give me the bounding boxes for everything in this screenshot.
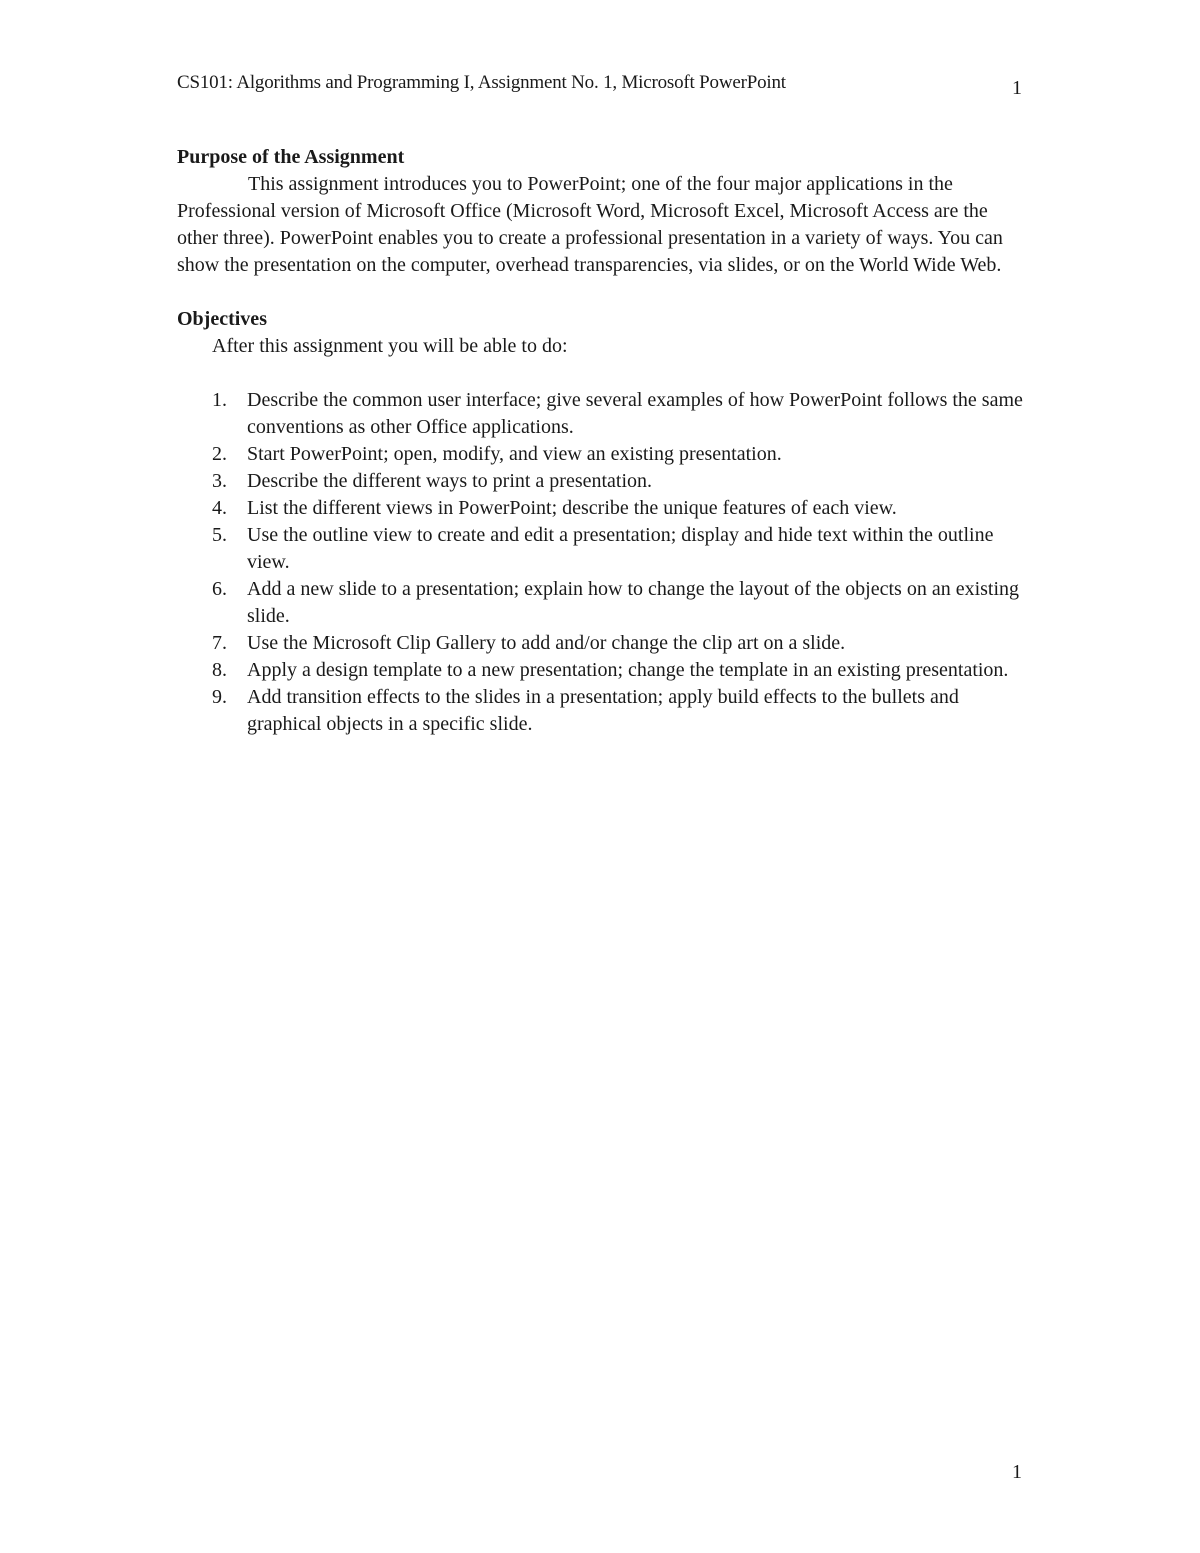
list-item-number: 8.	[212, 659, 227, 681]
list-item-text: Use the Microsoft Clip Gallery to add and/or change the clip art on a slide.	[247, 632, 846, 654]
list-item-text: Describe the different ways to print a presentation.	[247, 470, 653, 492]
list-item-number: 6.	[212, 578, 227, 600]
list-item	[177, 657, 1027, 684]
list-item-text: Apply a design template to a new presentation; change the template in an existing presentation.	[247, 659, 1009, 681]
list-item-text: List the different views in PowerPoint; describe the unique features of each view.	[247, 497, 897, 519]
document-body	[177, 144, 1027, 738]
list-item-text: Describe the common user interface; give several examples of how PowerPoint follows the same conventions as other Office applications.	[247, 389, 1023, 438]
purpose-heading: Purpose of the Assignment	[177, 146, 405, 168]
running-header-title: CS101: Algorithms and Programming I, Assignment No. 1, Microsoft PowerPoint	[177, 72, 786, 93]
list-item-number: 5.	[212, 524, 227, 546]
list-item-number: 2.	[212, 443, 227, 465]
list-item-number: 7.	[212, 632, 227, 654]
header-page-number: 1	[1012, 77, 1022, 99]
list-item-number: 3.	[212, 470, 227, 492]
list-item-text: Add a new slide to a presentation; explain how to change the layout of the objects on an existing slide.	[247, 578, 1020, 627]
objectives-heading: Objectives	[177, 308, 267, 330]
list-item-number: 9.	[212, 686, 227, 708]
objectives-section	[177, 306, 1027, 738]
objectives-intro: After this assignment you will be able to do:	[212, 335, 568, 357]
list-item	[177, 630, 1027, 657]
list-item	[177, 468, 1027, 495]
objectives-list	[177, 387, 1027, 738]
footer-page-number: 1	[1012, 1461, 1022, 1483]
purpose-section	[177, 144, 1027, 279]
list-item	[177, 576, 1027, 630]
list-item-text: Use the outline view to create and edit a presentation; display and hide text within the outline view.	[247, 524, 994, 573]
list-item	[177, 441, 1027, 468]
list-item	[177, 495, 1027, 522]
list-item-number: 4.	[212, 497, 227, 519]
list-item	[177, 684, 1027, 738]
list-item-text: Start PowerPoint; open, modify, and view an existing presentation.	[247, 443, 782, 465]
list-item	[177, 387, 1027, 441]
purpose-paragraph: This assignment introduces you to PowerPoint; one of the four major applications in the Professional version of Microsoft Office (Microsoft Word, Microsoft Excel, Microsoft Access are the other three). PowerPoint enables you to create a professional presentation in a variety of ways. You can show the presentation on the computer, overhead transparencies, via slides, or on the World Wide Web.	[177, 173, 1003, 276]
list-item-number: 1.	[212, 389, 227, 411]
list-item	[177, 522, 1027, 576]
list-item-text: Add transition effects to the slides in a presentation; apply build effects to the bullets and graphical objects in a specific slide.	[247, 686, 959, 735]
